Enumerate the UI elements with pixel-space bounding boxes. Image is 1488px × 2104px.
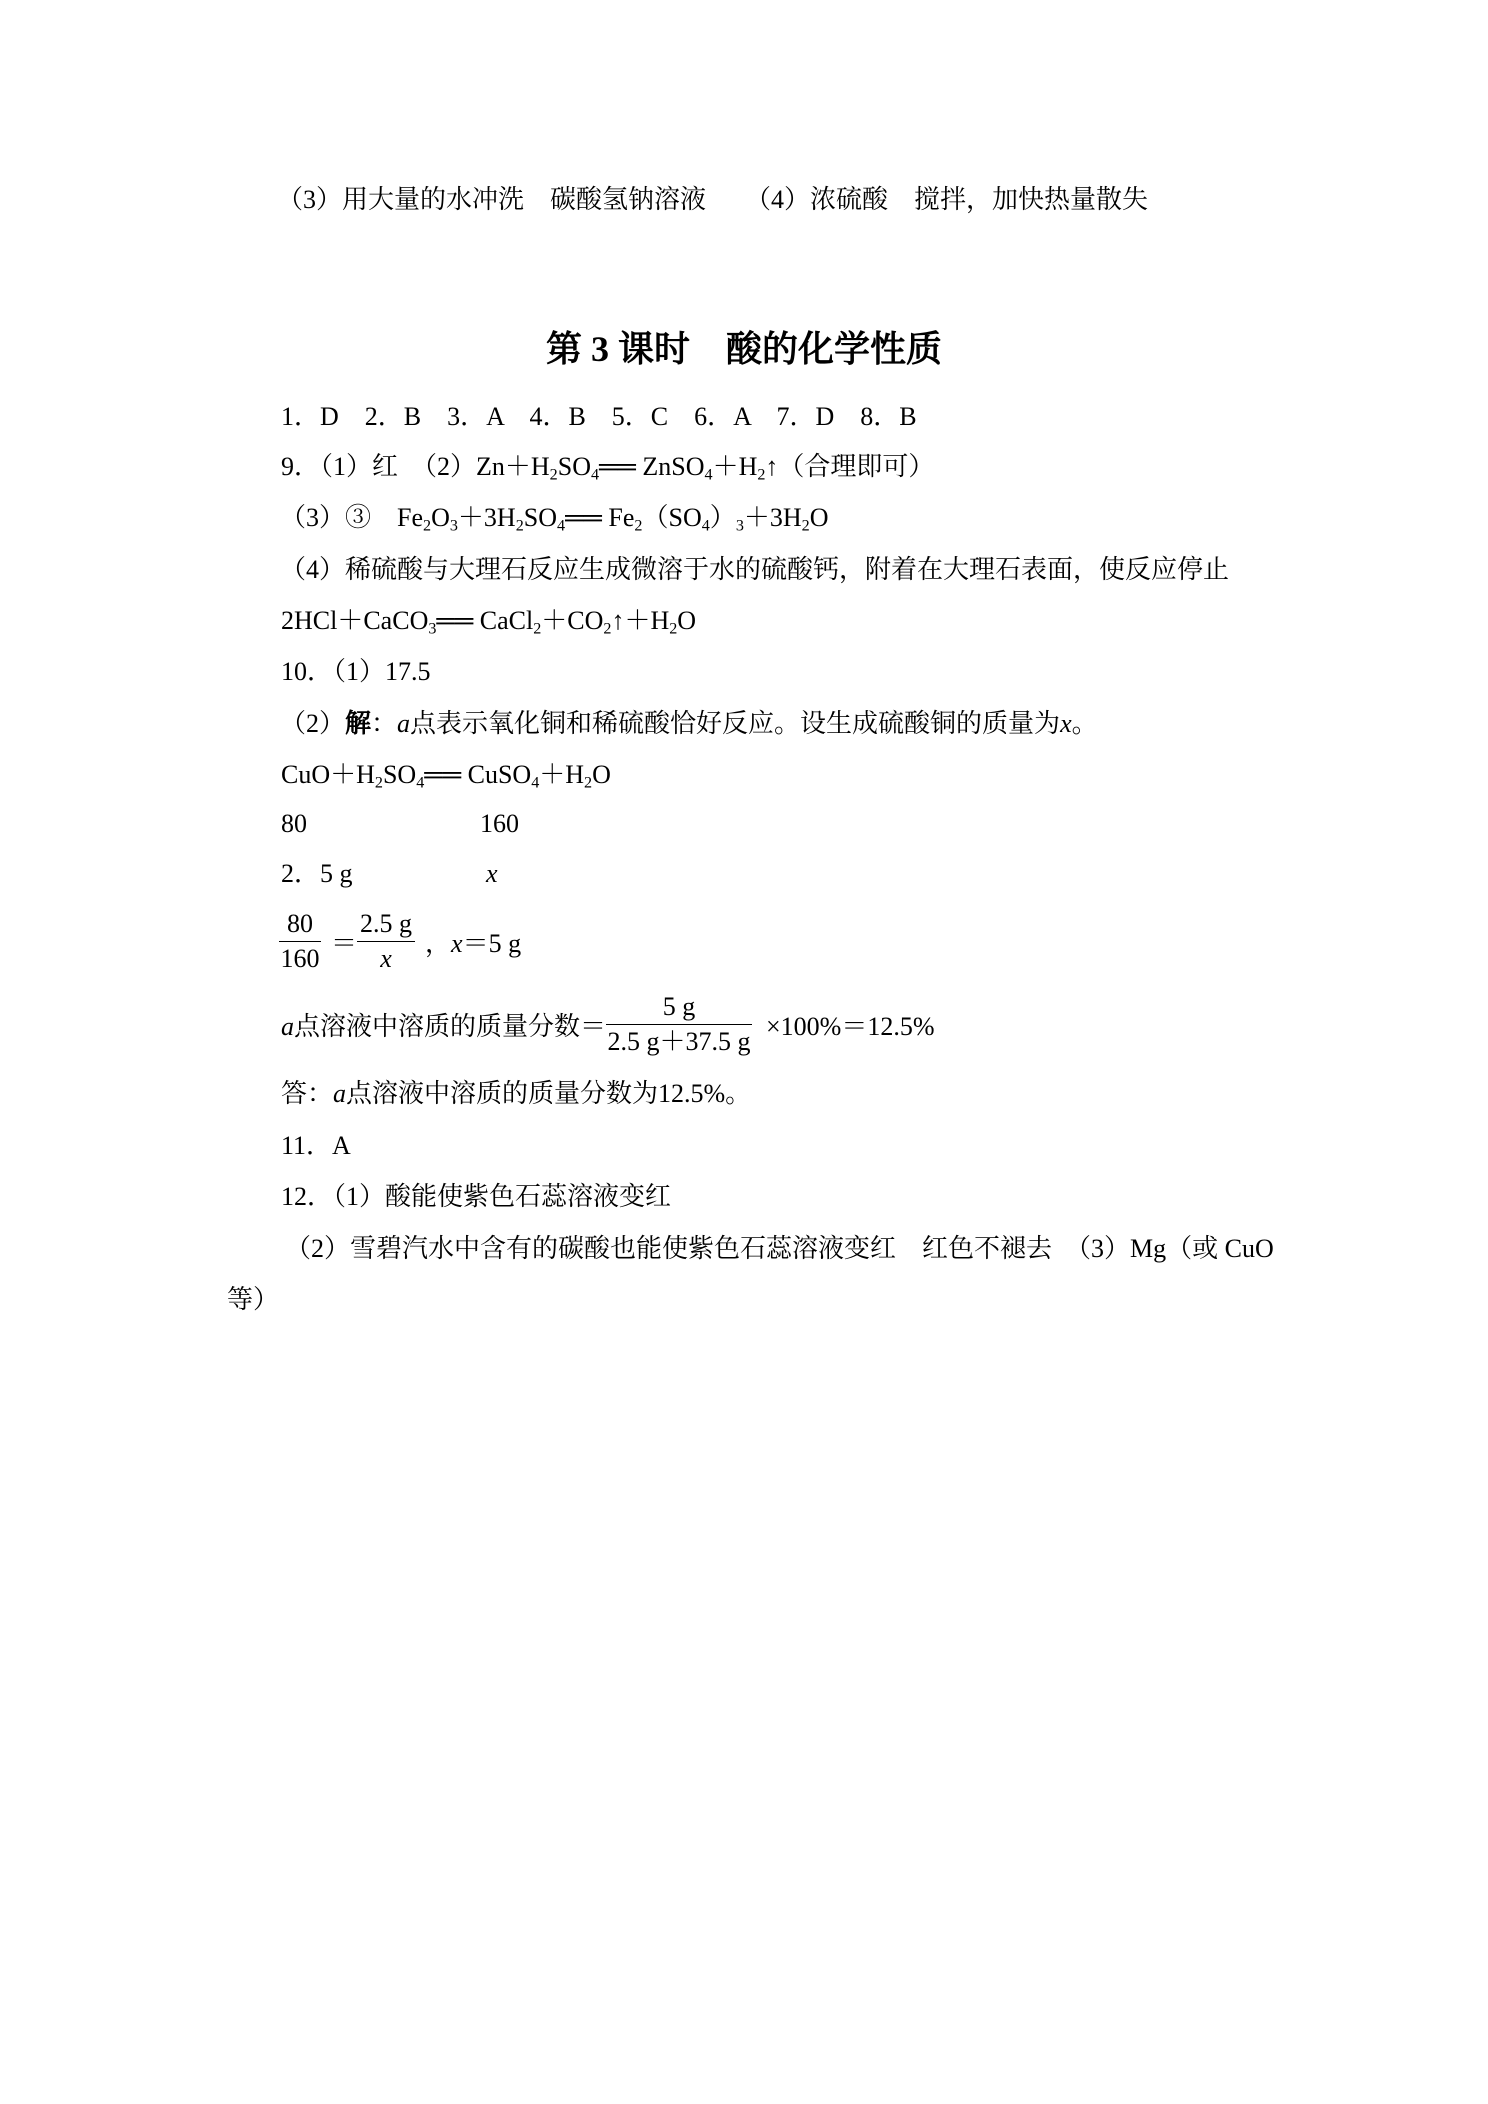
subscript: 4 <box>701 517 710 535</box>
mass-left: 80 <box>281 809 307 838</box>
mass-fraction-row <box>281 988 935 1060</box>
given-right: x <box>486 859 498 888</box>
fraction-2-numerator: 2.5 g <box>357 909 415 942</box>
italic-variable: a <box>281 1011 294 1041</box>
subscript: 4 <box>590 466 600 484</box>
mass-fraction-tail: ×100%＝12.5% <box>766 1011 935 1041</box>
answer-q9-line3: （4）稀硫酸与大理石反应生成微溶于水的硫酸钙，附着在大理石表面，使反应停止 <box>280 555 1230 584</box>
mass-fraction-denominator: 2.5 g＋37.5 g <box>607 1026 751 1056</box>
subscript: 4 <box>704 466 713 484</box>
answer-q9-line1: 9．（1）红 $(2)Zn+H_2SO_4══$ $ZnSO_4+H_2↑$（合理即可） <box>281 452 935 484</box>
given-mass-row <box>281 856 498 892</box>
fraction-1 <box>279 909 321 974</box>
subscript: 2 <box>801 517 810 535</box>
subscript: 3 <box>449 517 458 535</box>
subscript: 2 <box>533 620 542 638</box>
fraction-2 <box>357 909 415 974</box>
relative-mass-row <box>281 806 519 842</box>
subscript: 2 <box>634 517 643 535</box>
lesson-title: 第 3 课时 酸的化学性质 <box>545 329 942 369</box>
answer-q12-part2-line2: 等） <box>227 1285 280 1314</box>
mass-fraction-label: a点溶液中溶质的质量分数＝ <box>281 1011 607 1041</box>
answers-q1-8: 1．D 2．B 3．A 4．B 5．C 6．A 7．D 8．B <box>281 402 917 431</box>
answer-q12-part2-line1: （2）雪碧汽水中含有的碳酸也能使紫色石蕊溶液变红 红色不褪去 （3）Mg（或 CuO <box>285 1234 1274 1263</box>
subscript: 2 <box>423 517 432 535</box>
subscript: 4 <box>416 774 425 792</box>
subscript: 2 <box>603 620 612 638</box>
mass-fraction <box>606 992 752 1057</box>
proportion-result: ，x＝5 g <box>425 928 522 958</box>
answer-q10-part1: 10．（1）17.5 <box>281 657 431 686</box>
given-left: 2．5 g <box>281 859 353 888</box>
answer-q10-conclusion: 答：a点溶液中溶质的质量分数为12.5%。 <box>281 1079 752 1108</box>
proportion-equals: ＝ <box>331 928 358 958</box>
subscript: 4 <box>557 517 566 535</box>
answer-q9-line4: 2HCl＋CaCO$_3$══ $CaCl_2+CO_2↑+H_2O$ <box>281 606 697 638</box>
prev-section-answers: （3）用大量的水冲洗 碳酸氢钠溶液 （4）浓硫酸 搅拌，加快热量散失 <box>277 185 1149 214</box>
italic-variable: x <box>451 928 463 958</box>
subscript: 3 <box>735 517 744 535</box>
subscript: 2 <box>515 517 524 535</box>
mass-fraction-numerator: 5 g <box>606 992 752 1025</box>
subscript: 2 <box>374 774 383 792</box>
subscript: 2 <box>584 774 593 792</box>
bold-text: 解 <box>345 709 372 738</box>
italic-variable: a <box>333 1079 347 1108</box>
answer-q10-part2-intro: （2）解：a点表示氧化铜和稀硫酸恰好反应。设生成硫酸铜的质量为x。 <box>280 709 1098 738</box>
italic-variable: x <box>1060 709 1072 738</box>
subscript: 2 <box>669 620 678 638</box>
subscript: 2 <box>549 466 558 484</box>
fraction-1-denominator: 160 <box>280 943 320 973</box>
subscript: 3 <box>428 620 437 638</box>
fraction-2-denominator: x <box>380 943 392 973</box>
italic-variable: a <box>397 709 411 738</box>
answer-q9-line2: （3）③ $Fe_2O_3+3H_2SO_4══$ $Fe_2(SO_4)_3+3H_2O$ <box>280 503 829 535</box>
answer-q11: 11．A <box>281 1131 351 1160</box>
answer-q12-part1: 12．（1）酸能使紫色石蕊溶液变红 <box>281 1182 672 1211</box>
proportion-row <box>279 905 521 977</box>
fraction-1-numerator: 80 <box>279 909 321 942</box>
subscript: 2 <box>757 466 766 484</box>
chemical-equation: $CuO+H_2SO_4══$ $CuSO_4+H_2O$ <box>281 760 611 792</box>
mass-right: 160 <box>480 809 519 838</box>
subscript: 4 <box>531 774 540 792</box>
